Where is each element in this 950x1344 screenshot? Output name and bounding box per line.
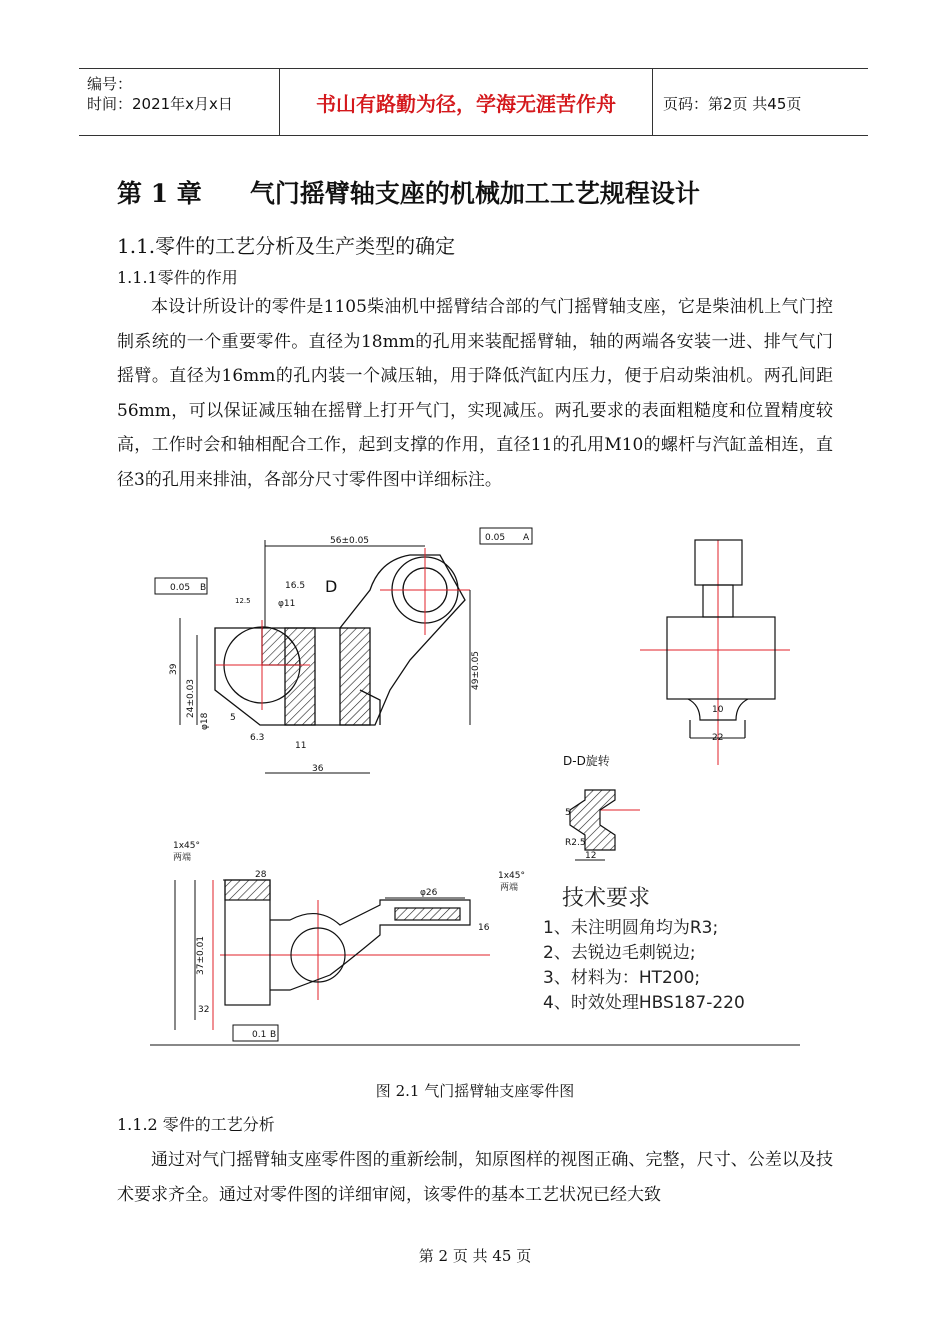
date-label: 时间：2021年x月x日 xyxy=(87,95,233,113)
section-12: 12 xyxy=(585,851,597,861)
subsection-heading: 1.1.1零件的作用 xyxy=(117,268,238,287)
dim-16: 16 xyxy=(478,923,490,933)
tech-title: 技术要求 xyxy=(562,886,651,911)
tol-top: 0.05 xyxy=(485,533,506,543)
tech-item-3: 3、材料为：HT200; xyxy=(543,968,701,988)
chapter-number: 第 1 章 xyxy=(117,179,202,208)
datum-b-frame: B xyxy=(200,583,207,593)
dim-49: 49±0.05 xyxy=(471,650,481,690)
page-info: 页码：第2页 共45页 xyxy=(663,95,802,113)
tech-item-4: 4、时效处理HBS187-220 xyxy=(543,993,745,1013)
chamfer-left: 1x45° xyxy=(173,841,201,851)
part-drawing xyxy=(150,533,805,1050)
top-view xyxy=(225,880,470,1005)
dim-18: φ18 xyxy=(200,712,210,730)
page-footer: 第 2 页 共 45 页 xyxy=(418,1247,532,1265)
page-header xyxy=(79,68,868,136)
number-label: 编号： xyxy=(87,75,133,93)
dimension-labels xyxy=(169,533,724,1040)
tol-left: 0.05 xyxy=(170,583,191,593)
chapter-title: 气门摇臂轴支座的机械加工工艺规程设计 xyxy=(249,179,700,208)
roughness-32: 32 xyxy=(198,1005,210,1015)
dim-56: 56±0.05 xyxy=(330,536,370,546)
both-ends-left: 两端 xyxy=(173,853,192,863)
dim-28: 28 xyxy=(255,870,267,880)
dim-16-5: 16.5 xyxy=(285,581,306,591)
both-ends-right: 两端 xyxy=(500,883,519,893)
dim-22: 22 xyxy=(712,733,724,743)
tol-b: 0.1 xyxy=(252,1030,267,1040)
chamfer-right: 1x45° xyxy=(498,871,526,881)
label-d: D xyxy=(325,577,338,596)
chapter-heading xyxy=(117,174,700,210)
dim-39: 39 xyxy=(169,663,179,675)
datum-a-frame: A xyxy=(523,533,530,543)
motto: 书山有路勤为径，学海无涯苦作舟 xyxy=(280,69,653,135)
paragraph-purpose: 本设计所设计的零件是1105柴油机中摇臂结合部的气门摇臂轴支座，它是柴油机上气门控制系统的一个重要零件。直径为18mm的孔用来装配摇臂轴，轴的两端各安装一进、排气气门摇臂。直径为16mm的孔内装一个减压轴，用于降低汽缸内压力，便于启动柴油机。两孔间距56mm，可以保证减压轴在摇臂上打开气门，实现减压。两孔要求的表面粗糙度和位置精度较高，工作时会和轴相配合工作，起到支撑的作用，直径11的孔用M10的螺杆与汽缸盖相连，直径3的孔用来排油，各部分尺寸零件图中详细标注。 xyxy=(117,297,833,490)
datum-b-bottom: B xyxy=(270,1030,277,1040)
dim-11: φ11 xyxy=(278,599,296,609)
dim-36: 36 xyxy=(312,764,324,774)
front-view xyxy=(215,555,465,725)
section-r2-5: R2.5 xyxy=(565,838,586,848)
section-heading: 1.1.零件的工艺分析及生产类型的确定 xyxy=(117,234,456,258)
dim-24: 24±0.03 xyxy=(186,678,196,718)
dim-5: 5 xyxy=(230,713,236,723)
tech-item-2: 2、去锐边毛刺锐边; xyxy=(543,943,696,963)
dim-26: φ26 xyxy=(420,888,438,898)
dim-10: 10 xyxy=(712,705,724,715)
dim-11b: 11 xyxy=(295,741,307,751)
section-label: D-D旋转 xyxy=(563,754,610,768)
roughness: 12.5 xyxy=(235,597,251,605)
tech-item-1: 1、未注明圆角均为R3; xyxy=(543,918,719,938)
header-meta xyxy=(79,69,280,135)
subsection-heading-2: 1.1.2 零件的工艺分析 xyxy=(117,1115,275,1134)
paragraph-analysis: 通过对气门摇臂轴支座零件图的重新绘制，知原图样的视图正确、完整，尺寸、公差以及技术要求齐全。通过对零件图的详细审阅，该零件的基本工艺状况已经大致 xyxy=(117,1150,833,1205)
figure-caption: 图 2.1 气门摇臂轴支座零件图 xyxy=(375,1082,575,1100)
dim-37: 37±0.01 xyxy=(196,935,206,975)
section-5: 5 xyxy=(565,808,571,818)
dim-6-3: 6.3 xyxy=(250,733,265,743)
